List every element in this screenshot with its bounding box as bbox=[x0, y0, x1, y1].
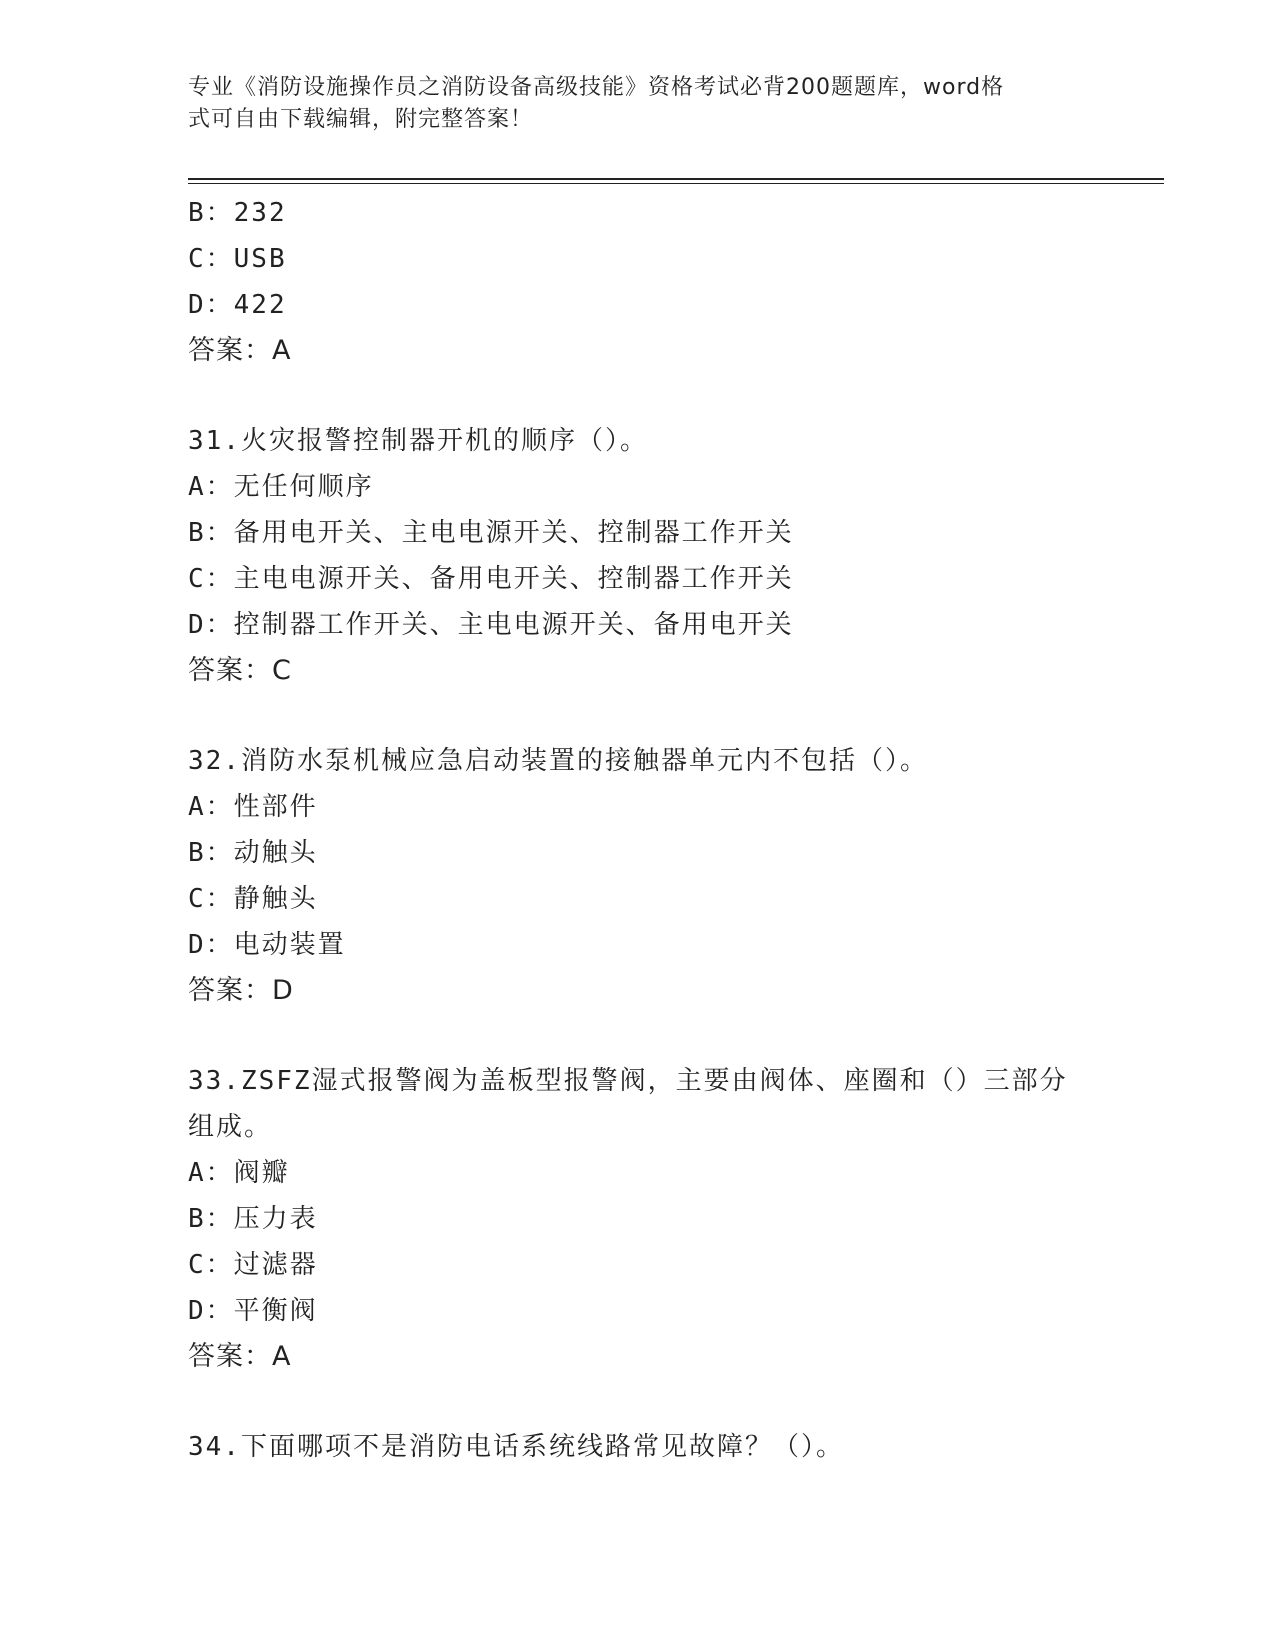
answer-line: 答案：D bbox=[188, 975, 294, 1006]
question-text-line-2: 组成。 bbox=[188, 1112, 273, 1142]
header-rule-thick bbox=[188, 178, 1164, 180]
option-c: C：USB bbox=[188, 244, 287, 274]
option-a: A：阀瓣 bbox=[188, 1158, 290, 1188]
option-b: B：动触头 bbox=[188, 838, 318, 868]
option-d: D：422 bbox=[188, 290, 287, 320]
question-text-line-1: 33.ZSFZ湿式报警阀为盖板型报警阀，主要由阀体、座圈和（）三部分 bbox=[188, 1066, 1068, 1096]
option-b: B：备用电开关、主电电源开关、控制器工作开关 bbox=[188, 518, 794, 548]
answer-line: 答案：A bbox=[188, 1341, 292, 1372]
question-33 bbox=[188, 1058, 1088, 1380]
option-b: B：压力表 bbox=[188, 1204, 318, 1234]
header-rule-thin bbox=[188, 183, 1164, 184]
option-c: C：过滤器 bbox=[188, 1250, 318, 1280]
option-c: C：静触头 bbox=[188, 884, 318, 914]
option-d: D：电动装置 bbox=[188, 930, 346, 960]
option-a: A：无任何顺序 bbox=[188, 472, 374, 502]
option-d: D：平衡阀 bbox=[188, 1296, 318, 1326]
option-c: C：主电电源开关、备用电开关、控制器工作开关 bbox=[188, 564, 794, 594]
document-header bbox=[188, 72, 1088, 136]
question-list bbox=[188, 190, 1088, 1470]
question-text: 34.下面哪项不是消防电话系统线路常见故障？（）。 bbox=[188, 1432, 844, 1462]
question-text: 31.火灾报警控制器开机的顺序（）。 bbox=[188, 426, 648, 456]
answer-line: 答案：A bbox=[188, 335, 292, 366]
question-31 bbox=[188, 418, 1088, 694]
option-a: A：性部件 bbox=[188, 792, 318, 822]
previous-question bbox=[188, 190, 1088, 374]
answer-line: 答案：C bbox=[188, 655, 292, 686]
question-text: 32.消防水泵机械应急启动装置的接触器单元内不包括（）。 bbox=[188, 746, 928, 776]
option-d: D：控制器工作开关、主电电源开关、备用电开关 bbox=[188, 610, 794, 640]
question-34 bbox=[188, 1424, 1088, 1470]
option-b: B：232 bbox=[188, 198, 287, 228]
header-line-2: 式可自由下载编辑，附完整答案！ bbox=[188, 107, 534, 132]
header-line-1: 专业《消防设施操作员之消防设备高级技能》资格考试必背200题题库，word格 bbox=[188, 75, 1005, 100]
question-32 bbox=[188, 738, 1088, 1014]
